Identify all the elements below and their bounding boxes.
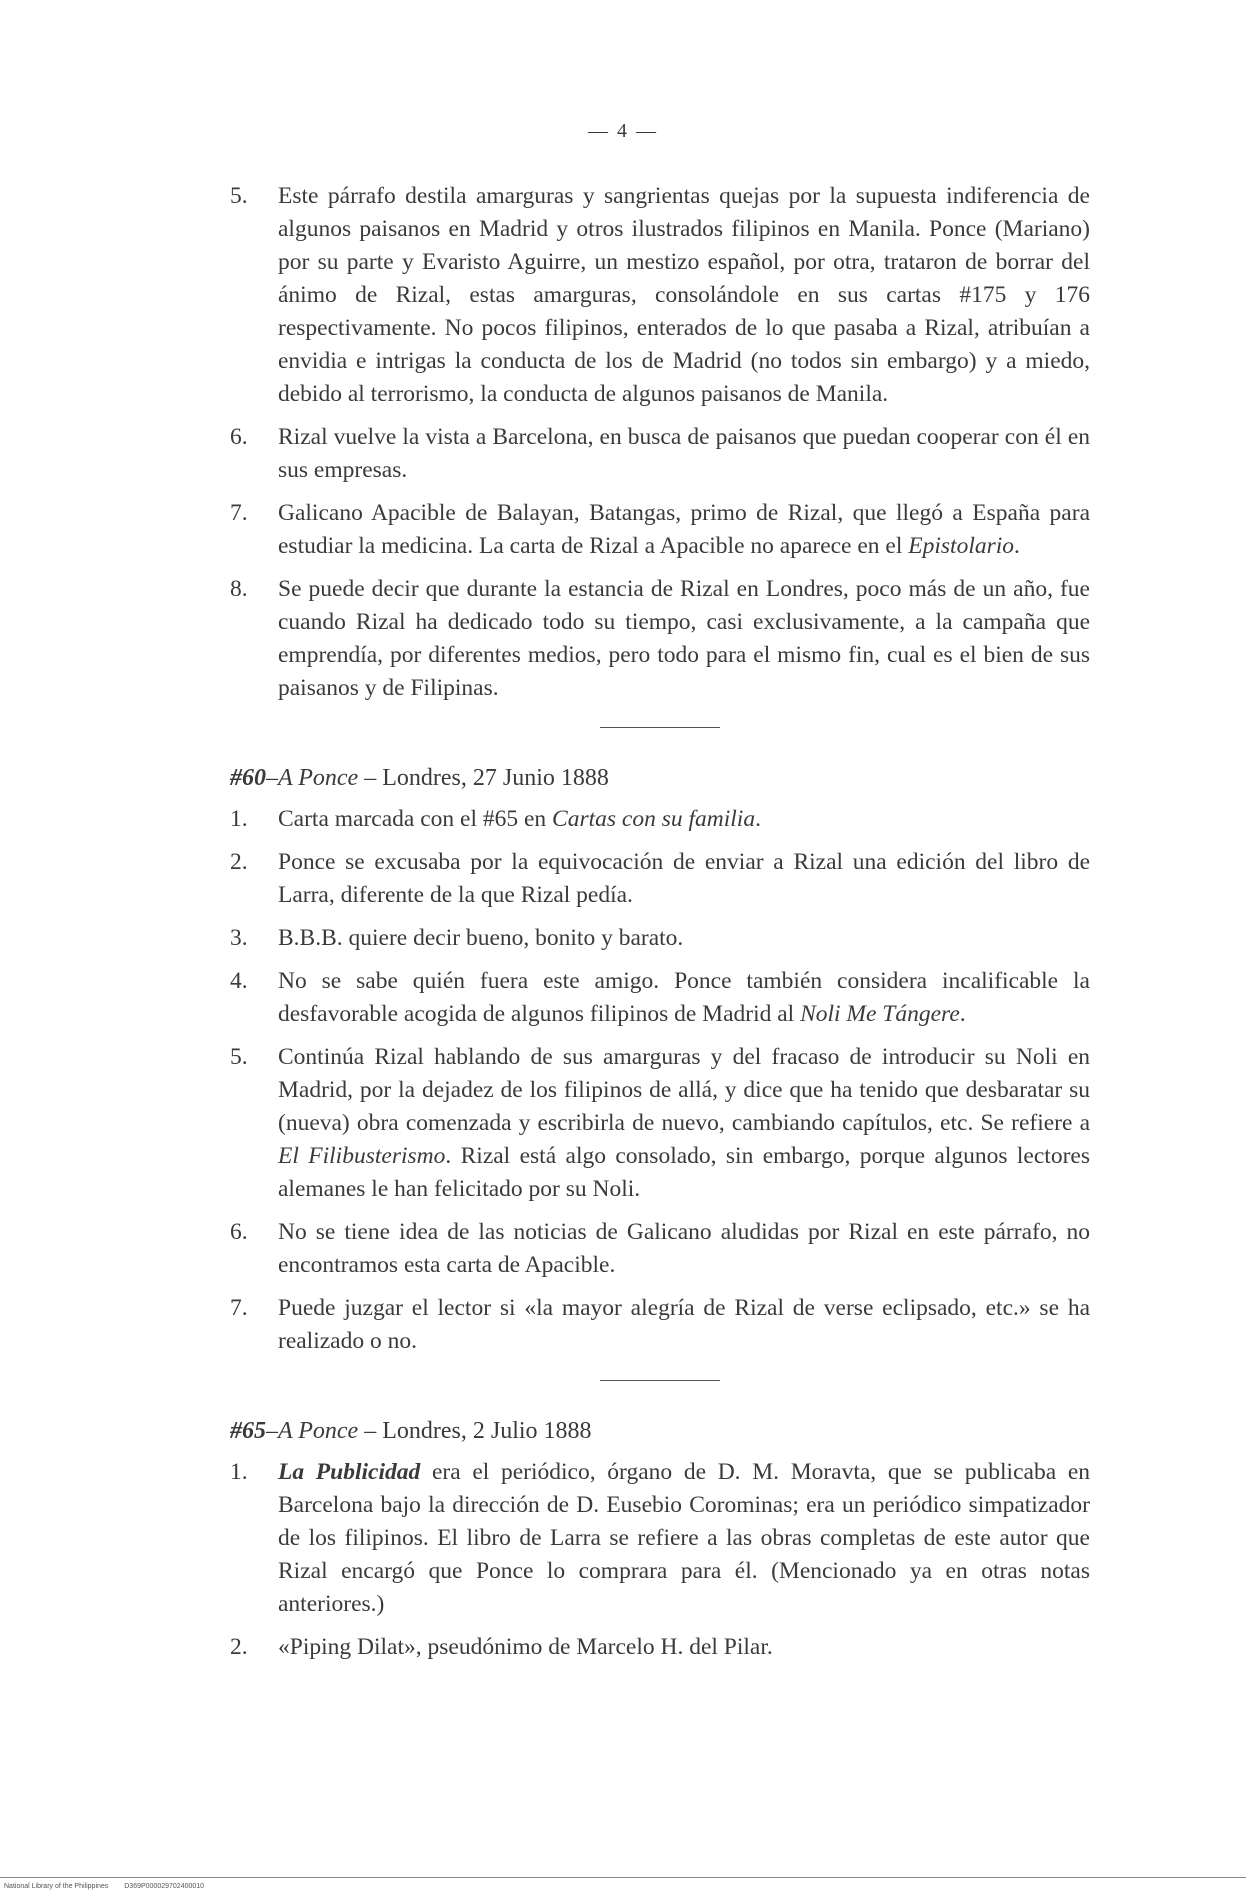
note-item xyxy=(230,803,1090,836)
note-number: 6. xyxy=(230,1219,248,1245)
section-divider xyxy=(600,1380,720,1381)
note-text: No se sabe quién fuera este amigo. Ponce también considera incalificable la desfavorable acogida de algunos filipinos de Madrid al xyxy=(278,968,1090,1027)
note-item xyxy=(230,965,1090,1031)
note-italic: Noli Me Tángere xyxy=(800,1001,960,1027)
note-number: 4. xyxy=(230,968,248,994)
note-number: 2. xyxy=(230,1634,248,1660)
note-text-wrapper xyxy=(278,1041,1090,1206)
note-item xyxy=(230,421,1090,487)
note-item xyxy=(230,1292,1090,1358)
note-number: 8. xyxy=(230,576,248,602)
note-text-wrapper xyxy=(278,1456,1090,1621)
letter-place-date: Londres, 27 Junio 1888 xyxy=(382,765,609,791)
section-divider xyxy=(600,727,720,728)
section-65 xyxy=(230,1415,1090,1664)
note-text-wrapper xyxy=(278,965,1090,1031)
note-item xyxy=(230,1041,1090,1206)
note-text: Ponce se excusaba por la equivocación de enviar a Rizal una edición del libro de Larra, diferente de la que Rizal pedía. xyxy=(278,849,1090,908)
note-item xyxy=(230,846,1090,912)
note-item xyxy=(230,497,1090,563)
note-text: Puede juzgar el lector si «la mayor alegría de Rizal de verse eclipsado, etc.» se ha realizado o no. xyxy=(278,1295,1090,1354)
note-italic: Epistolario xyxy=(908,533,1015,559)
page-number: — 4 — xyxy=(588,120,658,142)
note-text: «Piping Dilat», pseudónimo de Marcelo H. del Pilar. xyxy=(278,1634,773,1660)
scan-edge-line xyxy=(0,1877,1246,1878)
scan-footer xyxy=(4,1883,218,1890)
section-60 xyxy=(230,762,1090,1358)
note-text-after: . xyxy=(755,806,761,832)
section-heading: #65–A Ponce – Londres, 2 Julio 1888 xyxy=(230,1418,592,1444)
note-italic: La Publicidad xyxy=(278,1459,421,1485)
letter-recipient: A Ponce xyxy=(278,765,359,791)
document-body xyxy=(230,180,1090,1674)
note-item xyxy=(230,1216,1090,1282)
intro-notes xyxy=(230,180,1090,705)
note-text: Galicano Apacible de Balayan, Batangas, primo de Rizal, que llegó a España para estudiar la medicina. La carta de Rizal a Apacible no aparece en el xyxy=(278,500,1090,559)
letter-id: #60 xyxy=(230,765,266,791)
note-text-after: . xyxy=(959,1001,966,1027)
note-text-wrapper xyxy=(278,497,1090,563)
note-number: 6. xyxy=(230,424,248,450)
note-text: Carta marcada con el #65 en xyxy=(278,806,553,832)
section-heading: #60–A Ponce – Londres, 27 Junio 1888 xyxy=(230,765,609,791)
scan-code: D369P000029702400010 xyxy=(124,1883,205,1890)
note-text: No se tiene idea de las noticias de Galicano aludidas por Rizal en este párrafo, no encontramos esta carta de Apacible. xyxy=(278,1219,1090,1278)
note-item xyxy=(230,1456,1090,1621)
note-text-after: . xyxy=(1014,533,1020,559)
note-item xyxy=(230,180,1090,411)
note-text: B.B.B. quiere decir bueno, bonito y barato. xyxy=(278,925,684,951)
note-italic: El Filibusterismo xyxy=(278,1143,446,1169)
note-text-after: . Rizal está algo consolado, sin embargo, porque algunos lectores alemanes le han felicitado por su Noli. xyxy=(278,1143,1090,1202)
note-number: 1. xyxy=(230,806,248,832)
note-number: 7. xyxy=(230,1295,248,1321)
note-text: Continúa Rizal hablando de sus amarguras y del fracaso de introducir su Noli en Madrid, por la dejadez de los filipinos de allá, y dice que ha tenido que desbaratar su (nueva) obra comenzada y escribirla de nuevo, cambiando capítulos, etc. Se refiere a xyxy=(278,1044,1090,1136)
letter-place-date: Londres, 2 Julio 1888 xyxy=(382,1418,592,1444)
note-text: Este párrafo destila amarguras y sangrientas quejas por la supuesta indiferencia de algunos paisanos en Madrid y otros ilustrados filipinos en Manila. Ponce (Mariano) por su parte y Evaristo Aguirre, un mestizo español, por otra, trataron de borrar del ánimo de Rizal, estas amarguras, consolándole en sus cartas #175 y 176 respectivamente. No pocos filipinos, enterados de lo que pasaba a Rizal, atribuían a envidia e intrigas la conducta de los de Madrid (no todos sin embargo) y a miedo, debido al terrorismo, la conducta de algunos paisanos de Manila. xyxy=(278,183,1090,407)
note-text-wrapper xyxy=(278,803,1090,836)
note-number: 1. xyxy=(230,1459,248,1485)
note-number: 3. xyxy=(230,925,248,951)
note-text: Se puede decir que durante la estancia de Rizal en Londres, poco más de un año, fue cuando Rizal ha dedicado todo su tiempo, casi exclusivamente, a la campaña que emprendía, por diferentes medios, pero todo para el mismo fin, cual es el bien de sus paisanos y de Filipinas. xyxy=(278,576,1090,701)
note-item xyxy=(230,573,1090,705)
note-item xyxy=(230,1631,1090,1664)
note-number: 7. xyxy=(230,500,248,526)
note-number: 5. xyxy=(230,1044,248,1070)
note-italic: Cartas con su familia xyxy=(552,806,756,832)
note-text: era el periódico, órgano de D. M. Moravta, que se publicaba en Barcelona bajo la dirección de D. Eusebio Corominas; era un periódico simpatizador de los filipinos. El libro de Larra se refiere a las obras completas de este autor que Rizal encargó que Ponce lo comprara para él. (Mencionado ya en otras notas anteriores.) xyxy=(278,1459,1091,1617)
letter-id: #65 xyxy=(230,1418,266,1444)
note-text: Rizal vuelve la vista a Barcelona, en busca de paisanos que puedan cooperar con él en sus empresas. xyxy=(278,424,1090,483)
note-number: 5. xyxy=(230,183,248,209)
library-name: National Library of the Philippines xyxy=(4,1883,109,1890)
letter-recipient: A Ponce xyxy=(278,1418,359,1444)
note-item xyxy=(230,922,1090,955)
note-number: 2. xyxy=(230,849,248,875)
